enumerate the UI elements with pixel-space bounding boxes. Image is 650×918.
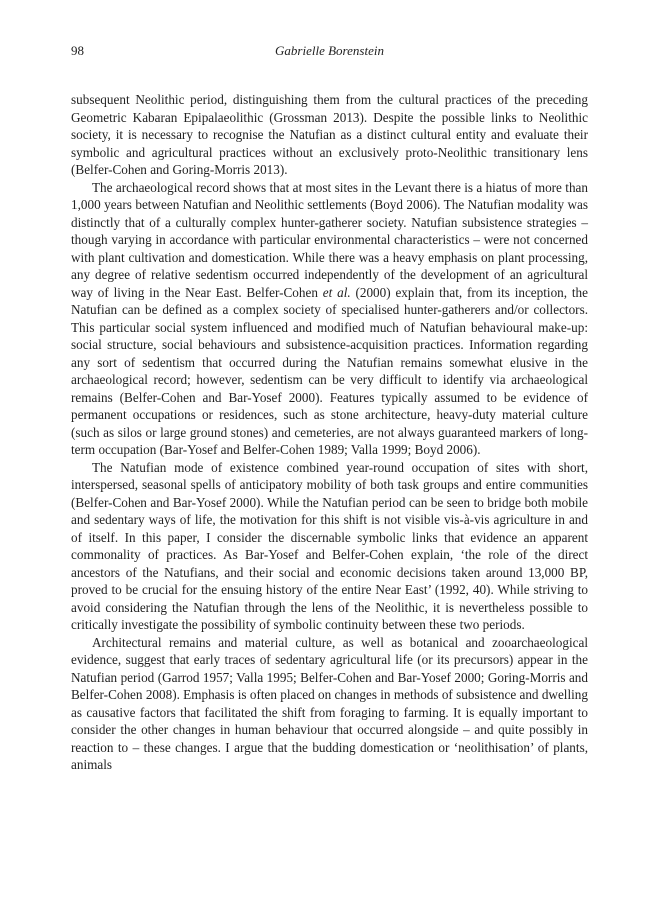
paragraph-text: The Natufian mode of existence combined year-round occupation of sites with short, interspersed, seasonal spells of anticipatory mobility of both task groups and entire communities (Belfer-Cohen and Bar-Yosef 2000). While the Natufian period can be seen to bridge both mobile and sedentary ways of life, the motivation for this shift is not visible vis-à-vis agriculture in and of itself. In this paper, I consider the discernable symbolic links that evidence an apparent commonality of practices. As Bar-Yosef and Belfer-Cohen explain, ‘the role of the direct ancestors of the Natufians, and their social and economic decisions taken around 13,000 BP, proved to be crucial for the ensuing history of the entire Near East’ (1992, 40). While striving to avoid considering the Natufian through the lens of the Neolithic, it is nevertheless possible to critically investigate the possibility of symbolic continuity between these two periods. xyxy=(71,459,588,632)
running-head xyxy=(71,43,588,63)
paragraph-text: subsequent Neolithic period, distinguishing them from the cultural practices of the preceding Geometric Kabaran Epipalaeolithic (Grossman 2013). Despite the possible links to Neolithic society, it is necessary to recognise the Natufian as a distinct cultural entity and evaluate their symbolic and agricultural practices without an exclusively proto-Neolithic transitionary lens (Belfer-Cohen and Goring-Morris 2013). xyxy=(71,92,588,177)
paragraph-text: (2000) explain that, from its inception, the Natufian can be defined as a complex society of specialised hunter-gatherers and/or collectors. This particular social system influenced and modified much of Natufian behavioural make-up: social structure, social behaviours and subsistence-acquisition practices. Information regarding any sort of sedentism that occurred during the Natufian remains somewhat elusive in the archaeological record; however, sedentism can be very difficult to identify via archaeological remains (Belfer-Cohen and Bar-Yosef 2000). Features typically assumed to be evidence of permanent occupations or residences, such as stone architecture, heavy-duty material culture (such as silos or large ground stones) and cemeteries, are not always guaranteed markers of long-term occupation (Bar-Yosef and Belfer-Cohen 1989; Valla 1999; Boyd 2006). xyxy=(71,284,588,457)
running-title-author: Gabrielle Borenstein xyxy=(275,43,384,58)
body-text xyxy=(71,91,588,774)
paragraph xyxy=(71,91,588,179)
paragraph-text: The archaeological record shows that at most sites in the Levant there is a hiatus of more than 1,000 years between Natufian and Neolithic settlements (Boyd 2006). The Natufian modality was distinctly that of a culturally complex hunter-gatherer society. Natufian subsistence strategies – though varying in accordance with particular environmental characteristics – were not concerned with plant cultivation and domestication. While there was a heavy emphasis on plant processing, any degree of relative sedentism occurred independently of the development of an agricultural way of living in the Near East. Belfer-Cohen xyxy=(71,179,588,300)
paragraph xyxy=(71,179,588,459)
paragraph-italic-text: et al. xyxy=(322,284,351,300)
paragraph xyxy=(71,459,588,634)
page-number: 98 xyxy=(71,43,84,58)
paragraph xyxy=(71,634,588,774)
paragraph-text: Architectural remains and material culture, as well as botanical and zooarchaeological evidence, suggest that early traces of sedentary agricultural life (or its precursors) appear in the Natufian period (Garrod 1957; Valla 1995; Belfer-Cohen and Bar-Yosef 2000; Goring-Morris and Belfer-Cohen 2008). Emphasis is often placed on changes in methods of subsistence and dwelling as causative factors that facilitated the shift from foraging to farming. It is equally important to consider the other changes in human behaviour that occurred alongside – and quite possibly in reaction to – these changes. I argue that the budding domestication or ‘neolithisation’ of plants, animals xyxy=(71,634,588,772)
